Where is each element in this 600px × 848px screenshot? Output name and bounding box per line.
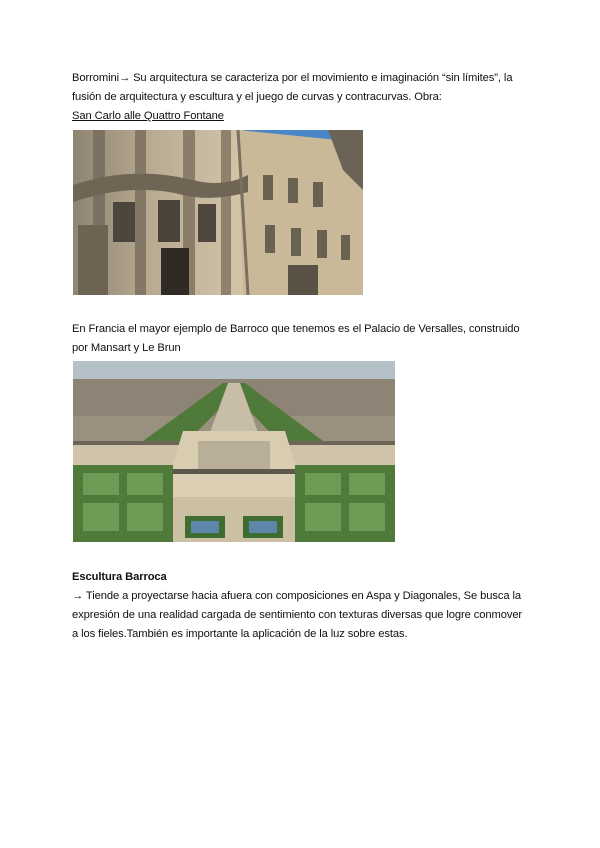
- versailles-line-1: En Francia el mayor ejemplo de Barroco que tenemos es el Palacio de Versalles, construido: [72, 323, 520, 335]
- borromini-line-2: fusión de arquitectura y escultura y el juego de curvas y contracurvas. Obra:: [72, 91, 442, 103]
- escultura-heading: Escultura Barroca: [72, 571, 167, 583]
- escultura-paragraph: [72, 568, 542, 644]
- escultura-line-1: → Tiende a proyectarse hacia afuera con composiciones en Aspa y Diagonales, Se busca la: [72, 590, 522, 602]
- versailles-aerial-photo: [73, 361, 395, 542]
- escultura-line-2: expresión de una realidad cargada de sentimiento con texturas diversas que logre conmover: [72, 609, 523, 621]
- versailles-paragraph: [72, 320, 542, 358]
- versailles-line-2: por Mansart y Le Brun: [72, 342, 181, 354]
- escultura-line-3: a los fieles.También es importante la aplicación de la luz sobre estas.: [72, 628, 408, 640]
- borromini-line-1: Borromini→ Su arquitectura se caracteriza por el movimiento e imaginación “sin límites”, la: [72, 72, 513, 84]
- san-carlo-facade-photo: [73, 130, 363, 295]
- san-carlo-link[interactable]: San Carlo alle Quattro Fontane: [72, 110, 224, 122]
- borromini-paragraph: [72, 69, 542, 126]
